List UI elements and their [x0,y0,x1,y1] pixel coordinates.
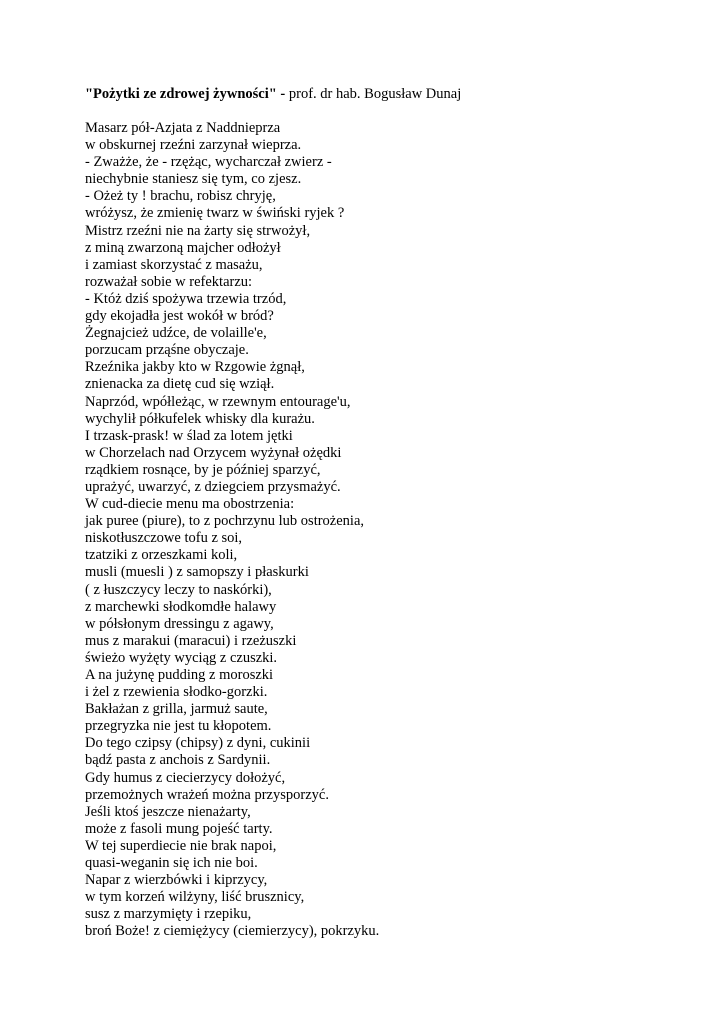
poem-line: Napar z wierzbówki i kiprzycy, [85,872,268,889]
poem-body [85,120,379,941]
poem-line: broń Boże! z ciemiężycy (ciemierzycy), pokrzyku. [85,923,380,940]
poem-line: quasi-weganin się ich nie boi. [85,855,258,872]
poem-line: Rzeźnika jakby kto w Rzgowie żgnął, [85,359,305,376]
poem-line: z miną zwarzoną majcher odłożył [85,239,281,256]
poem-line: tzatziki z orzeszkami koli, [85,547,238,564]
title-text: "Pożytki ze zdrowej żywności" - [85,86,286,102]
poem-line: przemożnych wrażeń można przysporzyć. [85,786,329,803]
poem-line: wychylił półkufelek whisky dla kurażu. [85,410,315,427]
poem-line: A na jużynę pudding z moroszki [85,667,274,683]
poem-line: ( z łuszczycy leczy to naskórki), [85,581,272,598]
poem-line: niskotłuszczowe tofu z soi, [85,530,243,547]
poem-line: porzucam prząśne obyczaje. [85,342,249,359]
author-name: prof. dr hab. Bogusław Dunaj [288,86,462,102]
poem-line: uprażyć, uwarzyć, z dziegciem przysmażyć. [85,478,341,495]
poem-line: jak puree (piure), to z pochrzynu lub ostrożenia, [85,513,365,530]
poem-line: Bakłażan z grilla, jarmuż saute, [85,701,268,718]
poem-line: mus z marakui (maracui) i rzeżuszki [85,632,297,649]
poem-line: może z fasoli mung pojeść tarty. [85,820,273,837]
poem-line: w półsłonym dressingu z agawy, [85,615,274,632]
document-title [85,86,461,103]
poem-line: Do tego czipsy (chipsy) z dyni, cukinii [85,735,311,752]
poem-line: gdy ekojadła jest wokół w bród? [85,308,274,325]
poem-line: Naprzód, wpółleżąc, w rzewnym entourage'u, [85,393,351,410]
poem-line: rządkiem rosnące, by je później sparzyć, [85,461,321,478]
poem-line: Jeśli ktoś jeszcze nienażarty, [85,803,251,820]
poem-line: w obskurnej rzeźni zarzynał wieprza. [85,137,302,154]
poem-line: - Zważże, że - rzężąc, wycharczał zwierz - [85,154,332,171]
poem-line: znienacka za dietę cud się wziął. [85,376,275,393]
poem-line: Mistrz rzeźni nie na żarty się strwożył, [85,222,311,239]
poem-line: W cud-diecie menu ma obostrzenia: [85,496,295,513]
poem-line: rozważał sobie w refektarzu: [85,273,253,290]
poem-line: przegryzka nie jest tu kłopotem. [85,718,272,735]
poem-line: Masarz pół-Azjata z Naddnieprza [85,120,281,136]
poem-line: wróżysz, że zmienię twarz w świński ryjek ? [85,205,345,222]
poem-line: susz z marzymięty i rzepiku, [85,906,252,923]
poem-line: niechybnie staniesz się tym, co zjesz. [85,171,302,188]
poem-line: musli (muesli ) z samopszy i płaskurki [85,564,309,581]
poem-line: - Któż dziś spożywa trzewia trzód, [85,290,287,307]
poem-line: Żegnajcież udźce, de volaille'e, [85,325,267,342]
poem-line: I trzask-prask! w ślad za lotem jętki [85,427,293,444]
poem-line: i zamiast skorzystać z masażu, [85,256,263,273]
poem-line: Gdy humus z ciecierzycy dołożyć, [85,769,286,786]
poem-line: - Ożeż ty ! brachu, robisz chryję, [85,188,276,205]
poem-line: w tym korzeń wilżyny, liść brusznicy, [85,889,305,906]
poem-line: bądź pasta z anchois z Sardynii. [85,752,271,769]
poem-line: z marchewki słodkomdłe halawy [85,598,277,615]
poem-line: i żel z rzewienia słodko-gorzki. [85,684,268,701]
poem-line: świeżo wyżęty wyciąg z czuszki. [85,649,278,666]
poem-line: w Chorzelach nad Orzycem wyżynał ożędki [85,444,342,461]
poem-line: W tej superdiecie nie brak napoi, [85,837,277,854]
